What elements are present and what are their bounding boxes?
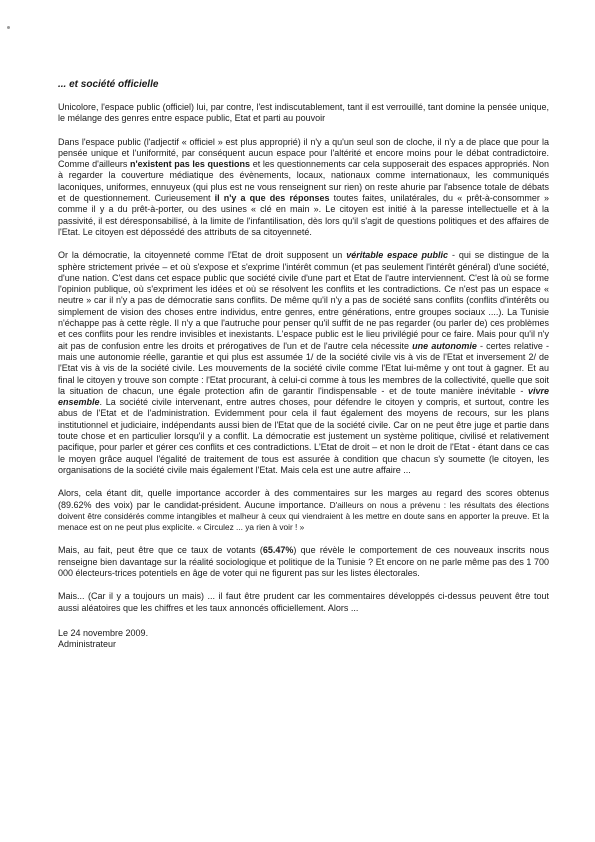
p2-text-e: toutes faites, unilatérales, du « prêt-à-consommer » comme il y a du prêt-à-porter, ou des usines « clé en main ». Le citoyen est initié à la paresse intellectuelle et à la passivité, il est déresponsabilisé, à la limite de l'infantilisation, dès lors qu'il s'agit de questions politiques et des affaires de l'Etat. Le citoyen est dépossédé des attributs de sa citoyenneté. — [58, 193, 549, 237]
p3-text-e: - certes relative - mais une autonomie réelle, garantie et qui plus est assumée 1/ de la société civile vis à vis de l'Etat et inversement 2/ de l'Etat vis à vis de la société civile. Les mouvements de la société civile comme l'Etat lui-même y ont tout à gagner. Et au final le citoyen y trouve son compte : l'Etat procurant, à celui-ci comme à tous les membres de la collectivité, quelle que soit la situation de chacun, une égale protection afin de garantir l'indispensable - et de toute manière inévitable - — [58, 340, 549, 396]
p3-emph-espace-public: véritable espace public — [346, 250, 449, 261]
scan-speck — [7, 26, 10, 29]
paragraph-5 — [58, 545, 549, 579]
date-line: Le 24 novembre 2009. — [58, 627, 149, 638]
article-body — [58, 79, 549, 650]
paragraph-1: Unicolore, l'espace public (officiel) lui, par contre, l'est indiscutablement, tant il est verrouillé, tant domine la pensée unique, le mélange des genres entre espace public, Etat et parti au pouvoir — [58, 102, 549, 124]
p3-text-c: - qui se distingue de la sphère strictement privée – et où s'expose et s'exprime l'intérêt commun (et pas seulement l'intérêt général) d'une société, d'une nation. C'est dans cet espace public que société civile d'une part et Etat de l'autre interviennent. C'est là où se forme l'opinion publique, où s'expriment les idées et où se résolvent les conflits et les contradictions. Ce n'est pas un espace « neutre » car il n'y a pas de démocratie sans conflits. De même qu'il n'y a pas de société sans conflits (conflits d'intérêts ou simplement de vision des choses entre individus, entre genres, entre générations, entre groupes sociaux ....). La Tunisie n'échappe pas à cette règle. Il n'y a que l'autruche pour penser qu'il suffit de ne pas regarder (ou parler de) ces problèmes et ces conflits pour les rendre invisibles et inexistants. L'espace public est le lieu privilégié pour ce faire. Mais pour qu'il n'y ait pas de confusion entre les droits et prérogatives de l'un et de l'autre cela nécessite — [58, 250, 549, 351]
p3-text-g: . La société civile intervenant, entre autres choses, pour défendre le citoyen y compris, et surtout, contre les abus de l'Etat et de l'administration. Evidemment pour cela il faut également des moyens de recours, sur les plans institutionnel et judiciaire, indépendants aussi bien de l'Etat que de la société civile. Car on ne peut être juge et partie dans toute chose et en particulier lorsqu'il y a conflit. La démocratie est justement un système politique, civilisé et relativement pacifique, pour parler et gérer ces conflits et ces contradictions. L'Etat de droit – et non le droit de l'Etat - étant dans ce cas le moyen grâce auquel l'égalité de traitement de tous est assurée à condition que chacun s'y soumette (le citoyen, les organisations de la société civile mais également l'Etat. Mais cela est une autre affaire ... — [58, 397, 549, 475]
paragraph-6: Mais... (Car il y a toujours un mais) ... il faut être prudent car les commentaires développés ci-dessus peuvent être tout aussi aléatoires que les chiffres et les taux annoncés officiellement. Alors ... — [58, 591, 549, 613]
paragraph-2 — [58, 137, 549, 239]
p2-text-a: Dans l'espace public (l'adjectif « officiel » est plus approprié) il n'y a qu'un seul son de cloche, il n'y a de place que pour la pensée unique et l'uniformité, par conséquent aucun espace pour l'altérité et encore moins pour le débat contradictoire. Comme d'ailleurs — [58, 136, 549, 170]
p2-bold-questions: n'existent pas les questions — [130, 159, 251, 170]
p5-bold-rate: 65.47% — [262, 545, 294, 556]
p5-text-a: Mais, au fait, peut être que ce taux de votants ( — [58, 545, 263, 556]
paragraph-3 — [58, 250, 549, 476]
p2-text-c: et les questionnements car cela supposerait des espaces appropriés. Non à regarder la couverture médiatique des évènements, locaux, nationaux comme internationaux, les communiqués laconiques, uniformes, ennuyeux (qui plus est ne vous renseignent sur rien) on reste ahurie par l'absence totale de débats et de questionnement. Curieusement — [58, 159, 549, 204]
signature-block — [58, 628, 549, 650]
section-title: ... et société officielle — [58, 79, 159, 90]
author-line: Administrateur — [58, 638, 117, 649]
p4-small-text: D'ailleurs on nous a prévenu : les résultats des élections doivent être considérés comme intangibles et malheur à ceux qui viendraient à les mettre en doute sans en apporter la preuve. Et la menace est on ne peut plus explicite. « Circulez ... ya rien à voir ! » — [58, 499, 549, 533]
p5-text-c: ) que révèle le comportement de ces nouveaux inscrits nous renseigne bien davantage sur la réalité sociologique et politique de la Tunisie ? Et encore on ne parle même pas des 1 700 000 électeurs-trices potentiels en âge de voter qui ne figurent pas sur les listes électorales. — [58, 545, 549, 578]
p3-emph-autonomie: une autonomie — [412, 340, 477, 351]
p3-text-a: Or la démocratie, la citoyenneté comme l'Etat de droit supposent un — [58, 250, 347, 261]
p2-bold-reponses: il n'y a que des réponses — [214, 193, 330, 204]
p3-emph-vivre-ensemble: vivre ensemble — [58, 385, 549, 408]
paragraph-4 — [58, 488, 549, 533]
p4-text: Alors, cela étant dit, quelle importance accorder à des commentaires sur les marges au regard des scores obtenus (89.62% des voix) par le candidat-président. Aucune importance. — [58, 488, 549, 510]
